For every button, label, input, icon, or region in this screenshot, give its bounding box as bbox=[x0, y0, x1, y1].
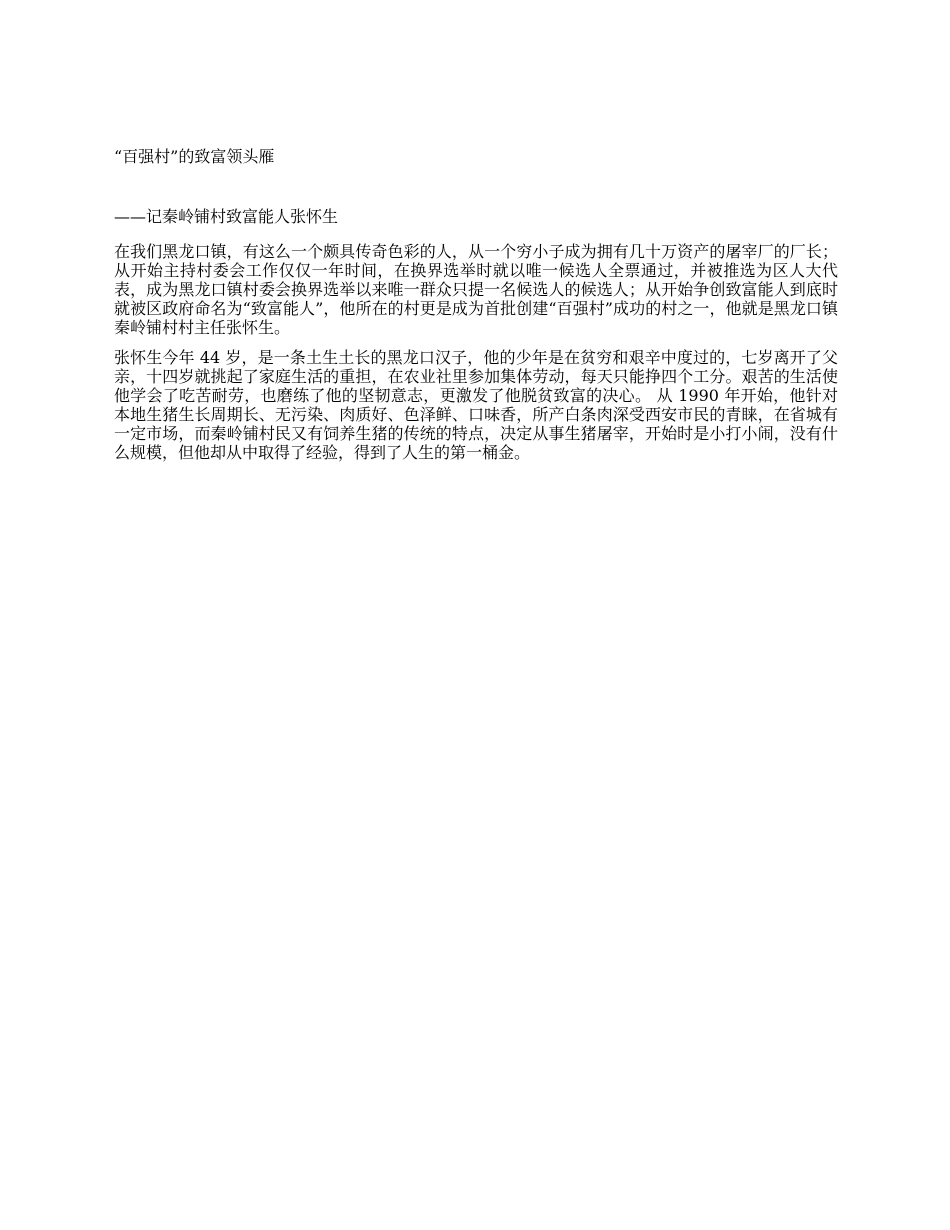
paragraph-background: 张怀生今年 44 岁，是一条土生土长的黑龙口汉子，他的少年是在贫穷和艰辛中度过的，七岁离开了父亲，十四岁就挑起了家庭生活的重担，在农业社里参加集体劳动，每天只能挣四个工分。艰苦的生活使他学会了吃苦耐劳，也磨练了他的坚韧意志，更激发了他脱贫致富的决心。 从 1990 年开始，他针对本地生猪生长周期长、无污染、肉质好、色泽鲜、口味香，所产白条肉深受西安市民的青睐，在省城有一定市场，而秦岭铺村民又有饲养生猪的传统的特点，决定从事生猪屠宰，开始时是小打小闹，没有什么规模，但他却从中取得了经验，得到了人生的第一桶金。 bbox=[114, 348, 838, 462]
document-title: “百强村”的致富领头雁 bbox=[114, 147, 275, 166]
document-subtitle: ——记秦岭铺村致富能人张怀生 bbox=[114, 207, 339, 226]
paragraph-intro: 在我们黑龙口镇，有这么一个颇具传奇色彩的人，从一个穷小子成为拥有几十万资产的屠宰厂的厂长；从开始主持村委会工作仅仅一年时间，在换界选举时就以唯一候选人全票通过，并被推选为区人大代表，成为黑龙口镇村委会换界选举以来唯一群众只提一名候选人的候选人；从开始争创致富能人到底时就被区政府命名为“致富能人”，他所在的村更是成为首批创建“百强村”成功的村之一，他就是黑龙口镇秦岭铺村村主任张怀生。 bbox=[114, 242, 838, 337]
document-page bbox=[114, 146, 838, 462]
